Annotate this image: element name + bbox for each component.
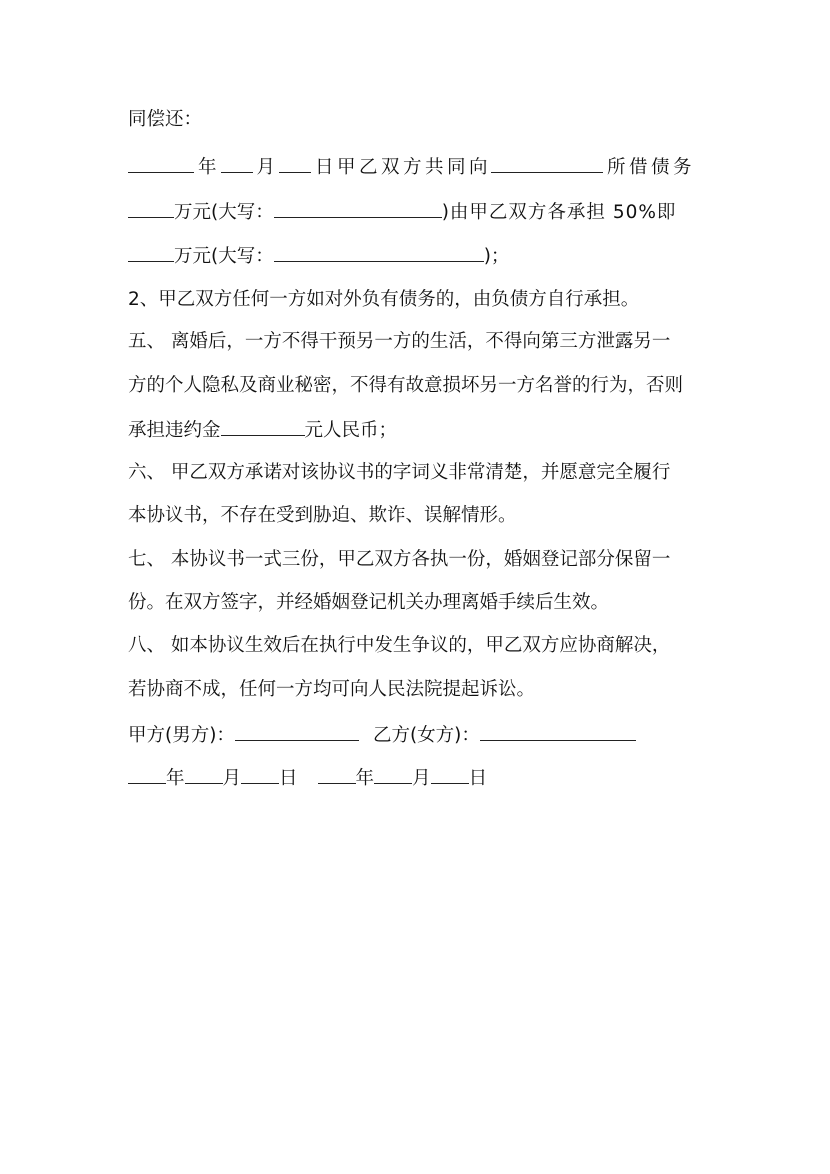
share-blank[interactable] — [128, 242, 174, 262]
clause-7-line-1: 七、 本协议书一式三份，甲乙双方各执一份，婚姻登记部分保留一 — [128, 549, 671, 570]
year-blank[interactable] — [128, 153, 194, 173]
repay-heading: 同偿还： — [128, 109, 203, 130]
party-b-day-blank[interactable] — [431, 764, 469, 784]
share-words-blank[interactable] — [274, 242, 484, 262]
party-b-year-blank[interactable] — [318, 764, 356, 784]
month-blank[interactable] — [221, 153, 253, 173]
party-b-month-blank[interactable] — [374, 764, 412, 784]
amount-line-1: 万元(大写： )由甲乙双方各承担 50%即 — [128, 198, 676, 224]
penalty-blank[interactable] — [221, 416, 305, 436]
debt-line: 年 月 日甲乙双方共同向 所借债务 — [128, 153, 695, 179]
clause-8-line-2: 若协商不成，任何一方均可向人民法院提起诉讼。 — [128, 679, 536, 700]
party-a-signature-blank[interactable] — [235, 721, 359, 741]
clause-8-line-1: 八、 如本协议生效后在执行中发生争议的，甲乙双方应协商解决， — [128, 635, 671, 656]
date-line: 年 月 日 年 月 日 — [128, 764, 487, 790]
creditor-blank[interactable] — [491, 153, 603, 173]
clause-5-line-3: 承担违约金 元人民币； — [128, 416, 397, 442]
clause-7-line-2: 份。在双方签字，并经婚姻登记机关办理离婚手续后生效。 — [128, 592, 610, 613]
party-a-year-blank[interactable] — [128, 764, 166, 784]
day-blank[interactable] — [279, 153, 311, 173]
party-a-month-blank[interactable] — [185, 764, 223, 784]
signature-line: 甲方(男方)： 乙方(女方)： — [128, 721, 636, 747]
clause-6-line-2: 本协议书，不存在受到胁迫、欺诈、误解情形。 — [128, 505, 517, 526]
party-b-signature-blank[interactable] — [480, 721, 636, 741]
amount-words-blank[interactable] — [274, 198, 442, 218]
clause-5-line-1: 五、 离婚后，一方不得干预另一方的生活，不得向第三方泄露另一 — [128, 331, 671, 352]
clause-5-line-2: 方的个人隐私及商业秘密，不得有故意损坏另一方名誉的行为，否则 — [128, 375, 684, 396]
amount-blank[interactable] — [128, 198, 174, 218]
clause-6-line-1: 六、 甲乙双方承诺对该协议书的字词义非常清楚，并愿意完全履行 — [128, 462, 671, 483]
amount-line-2: 万元(大写： )； — [128, 242, 509, 268]
clause-2: 2、甲乙双方任何一方如对外负有债务的，由负债方自行承担。 — [128, 289, 640, 310]
party-a-day-blank[interactable] — [241, 764, 279, 784]
